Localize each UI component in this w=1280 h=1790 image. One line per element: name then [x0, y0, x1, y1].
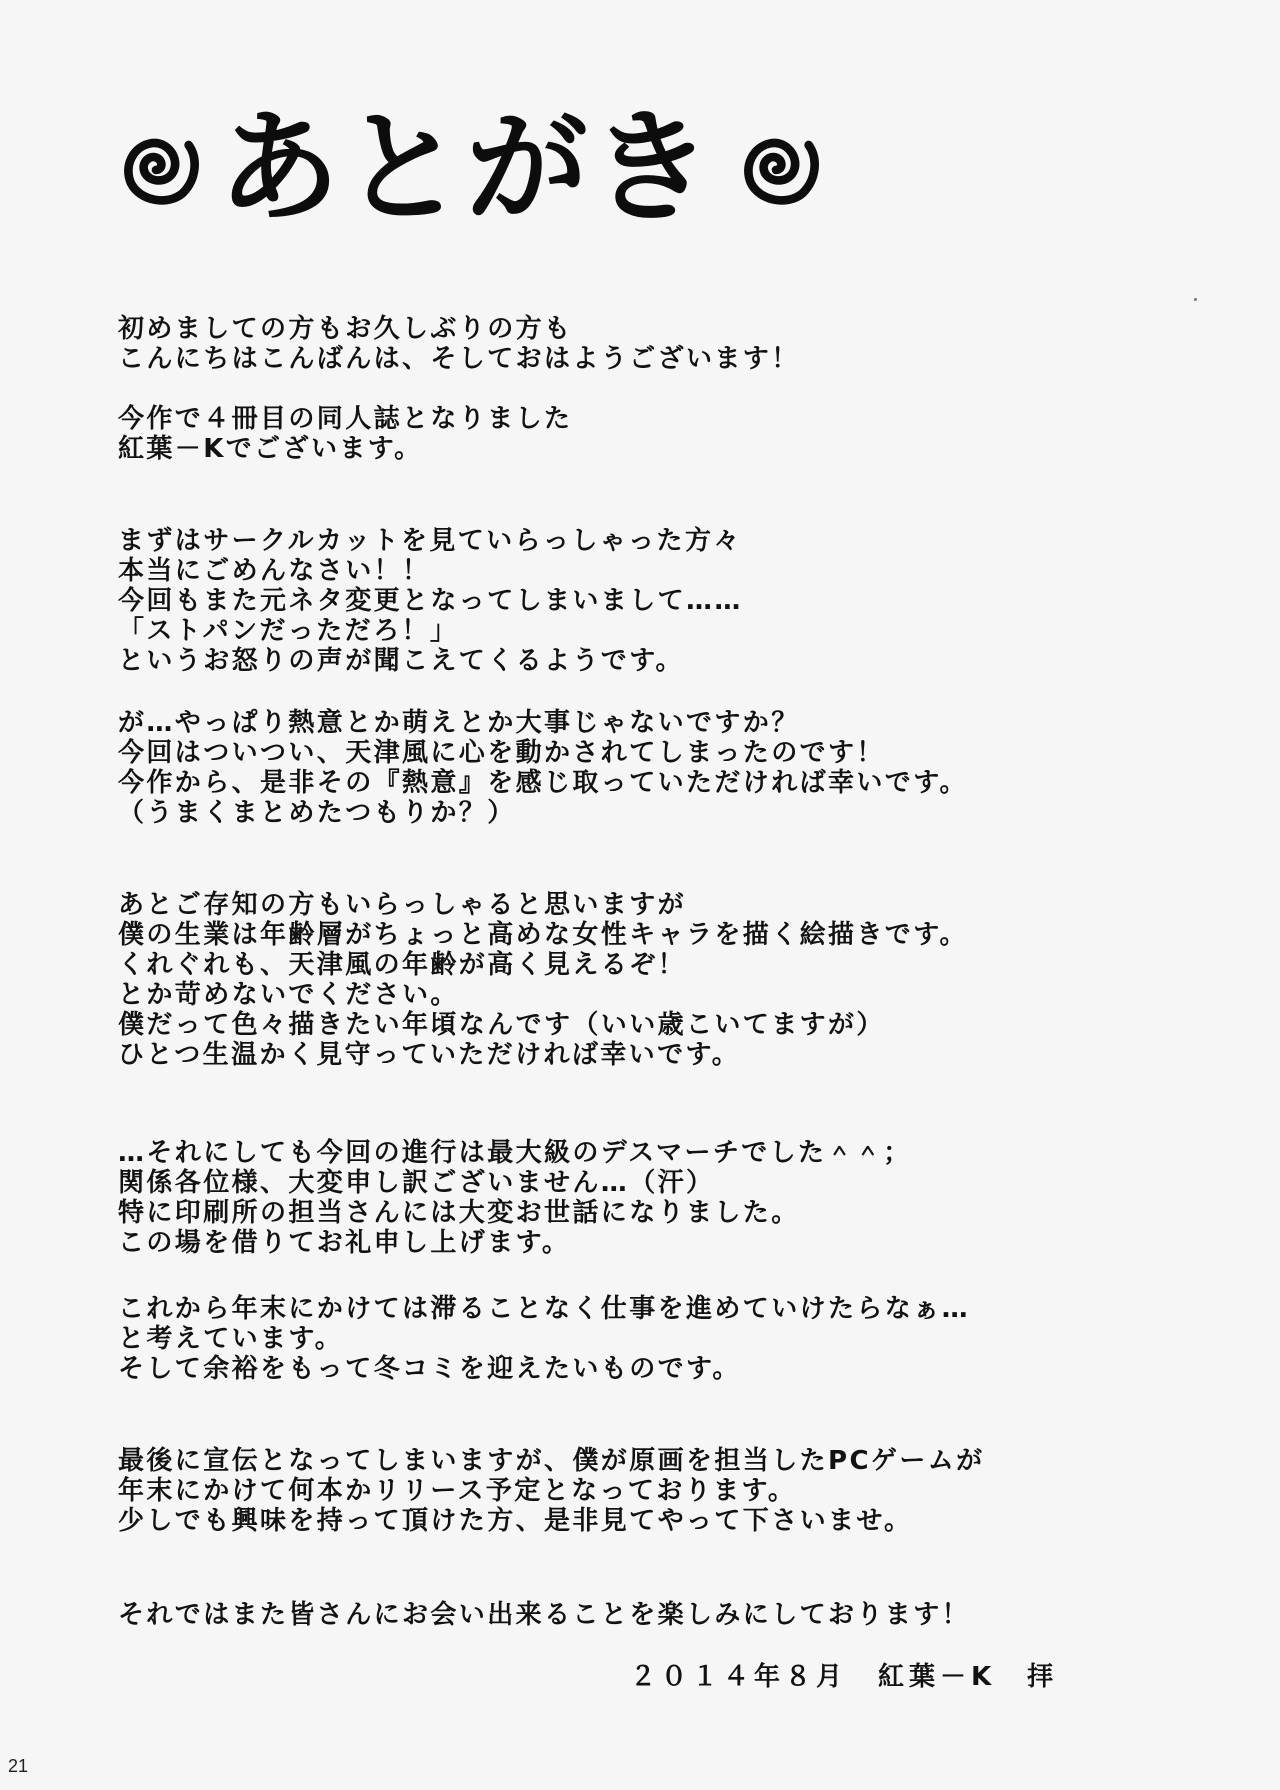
- spiral-icon: [108, 120, 204, 216]
- text-line: 本当にごめんなさい！！: [118, 556, 431, 586]
- text-line: あとご存知の方もいらっしゃると思いますが: [118, 890, 687, 920]
- text-line: （うまくまとめたつもりか？）: [118, 798, 516, 828]
- text-line: 最後に宣伝となってしまいますが、僕が原画を担当したPCゲームが: [118, 1446, 985, 1476]
- text-line: 今作から、是非その『熱意』を感じ取っていただければ幸いです。: [118, 768, 968, 798]
- text-line: 関係各位様、大変申し訳ございません…（汗）: [118, 1168, 715, 1198]
- text-line: 少しでも興味を持って頂けた方、是非見てやって下さいませ。: [118, 1506, 913, 1536]
- text-line: そして余裕をもって冬コミを迎えたいものです。: [118, 1354, 741, 1384]
- text-line: それではまた皆さんにお会い出来ることを楽しみにしております！: [118, 1600, 971, 1630]
- text-line: まずはサークルカットを見ていらっしゃった方々: [118, 526, 742, 556]
- text-line: これから年末にかけては滞ることなく仕事を進めていけたらなぁ…: [118, 1294, 971, 1324]
- text-line: 僕だって色々描きたい年頃なんです（いい歳こいてますが）: [118, 1010, 885, 1040]
- signature: ２０１４年８月 紅葉－K 拝: [630, 1662, 1059, 1692]
- text-line: こんにちはこんばんは、そしておはようございます！: [118, 344, 800, 374]
- text-line: くれぐれも、天津風の年齢が高く見えるぞ！: [118, 950, 687, 980]
- text-line: とか苛めないでください。: [118, 980, 459, 1010]
- page-number: 21: [8, 1756, 29, 1776]
- scan-speck: [1194, 298, 1197, 301]
- text-line: というお怒りの声が聞こえてくるようです。: [118, 646, 684, 676]
- spiral-icon: [728, 120, 824, 216]
- text-line: 僕の生業は年齢層がちょっと高めな女性キャラを描く絵描きです。: [118, 920, 968, 950]
- text-line: が…やっぱり熱意とか萌えとか大事じゃないですか？: [118, 708, 800, 738]
- afterword-heading: [108, 78, 824, 258]
- text-line: 「ストパンだっただろ！」: [118, 616, 459, 646]
- text-line: 紅葉－Kでございます。: [118, 434, 423, 464]
- text-line: この場を借りてお礼申し上げます。: [118, 1228, 571, 1258]
- text-line: 今回はついつい、天津風に心を動かされてしまったのです！: [118, 738, 885, 768]
- text-line: 初めましての方もお久しぶりの方も: [118, 314, 573, 344]
- text-line: 特に印刷所の担当さんには大変お世話になりました。: [118, 1198, 800, 1228]
- text-line: 年末にかけて何本かリリース予定となっております。: [118, 1476, 797, 1506]
- text-line: 今回もまた元ネタ変更となってしまいまして……: [118, 586, 743, 616]
- text-line: …それにしても今回の進行は最大級のデスマーチでした＾＾；: [118, 1138, 912, 1168]
- text-line: と考えています。: [118, 1324, 344, 1354]
- text-line: ひとつ生温かく見守っていただければ幸いです。: [118, 1040, 741, 1070]
- text-line: 今作で４冊目の同人誌となりました: [118, 404, 573, 434]
- page-title: あとがき: [218, 97, 714, 239]
